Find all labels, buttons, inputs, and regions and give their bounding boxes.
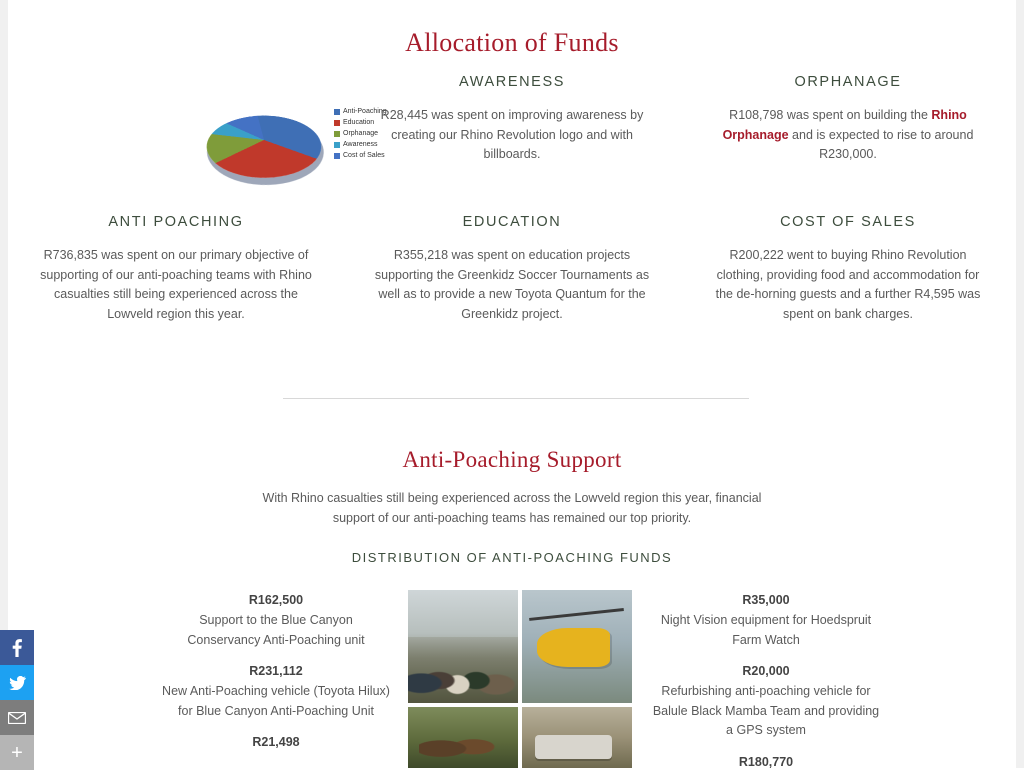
page-gutter-right	[1016, 0, 1024, 768]
distribution-desc: New Anti-Poaching vehicle (Toyota Hilux) for Blue Canyon Anti-Poaching Unit	[162, 684, 390, 718]
card-body: R200,222 went to buying Rhino Revolution clothing, providing food and accommodation for the de-horning guests and a further R4,595 was spent on bank charges.	[715, 248, 981, 321]
card-title: COST OF SALES	[780, 214, 916, 230]
share-facebook-button[interactable]	[0, 630, 34, 665]
anti-poaching-support-title: Anti-Poaching Support	[402, 447, 622, 472]
card-title: AWARENESS	[459, 74, 565, 90]
card-body-text: R108,798 was spent on building the	[729, 108, 932, 122]
legend-label: Education	[343, 119, 375, 126]
social-share-rail	[0, 630, 34, 770]
card-body	[374, 106, 650, 165]
card-body	[710, 106, 986, 165]
photo-helicopter	[522, 590, 632, 703]
distribution-desc: Refurbishing anti-poaching vehicle for Balule Black Mamba Team and providing a GPS system	[652, 684, 880, 737]
distribution-desc: Support to the Blue Canyon Conservancy Anti-Poaching unit	[187, 613, 365, 647]
distribution-heading: DISTRIBUTION OF ANTI-POACHING FUNDS	[351, 550, 673, 565]
card-body: R355,218 was spent on education projects supporting the Greenkidz Soccer Tournaments as well as to provide a new Toyota Quantum for the Greenkidz project.	[374, 248, 650, 321]
distribution-desc: Night Vision equipment for Hoedspruit Farm Watch	[660, 613, 872, 647]
distribution-amount: R231,112	[249, 664, 303, 678]
legend-label: Anti-Poaching	[343, 108, 387, 115]
twitter-icon	[9, 676, 26, 690]
rhino-orphanage-link[interactable]: Rhino Orphanage	[722, 108, 967, 142]
photo-horseback-patrol	[408, 707, 518, 768]
distribution-amount: R35,000	[742, 593, 790, 607]
plus-icon: +	[11, 741, 23, 764]
funds-cards-row-top	[8, 74, 1016, 165]
anti-poaching-photo-grid	[408, 590, 632, 768]
card-body-text-after: and is expected to rise to around R230,000.	[788, 127, 974, 161]
email-icon	[8, 712, 26, 724]
facebook-icon	[12, 639, 22, 657]
share-more-button[interactable]	[0, 735, 34, 770]
distribution-amount: R180,770	[738, 754, 794, 769]
distribution-amount: R21,498	[252, 735, 300, 749]
funds-card-orphanage	[680, 74, 1016, 165]
card-body: R736,835 was spent on our primary objective of supporting of our anti-poaching teams with Rhino casualties still being experienced across the Lowveld region this year.	[40, 248, 312, 321]
anti-poaching-support-intro: With Rhino casualties still being experienced across the Lowveld region this year, financial support of our anti-poaching teams has remained our top priority.	[262, 491, 762, 525]
card-title: EDUCATION	[462, 214, 562, 230]
funds-card-education	[344, 214, 680, 324]
legend-label: Cost of Sales	[343, 152, 385, 159]
card-title: ANTI POACHING	[108, 214, 244, 230]
distribution-amount: R162,500	[248, 593, 304, 607]
funds-cards-row-bottom	[8, 214, 1016, 324]
card-body-text: R28,445 was spent on improving awareness by creating our Rhino Revolution logo and with billboards.	[380, 108, 644, 161]
share-twitter-button[interactable]	[0, 665, 34, 700]
share-email-button[interactable]	[0, 700, 34, 735]
distribution-column-right	[652, 593, 880, 773]
funds-card-cost-of-sales	[680, 214, 1016, 324]
funds-card-anti-poaching	[8, 214, 344, 324]
distribution-column-left	[162, 593, 390, 753]
section-divider	[283, 398, 749, 399]
legend-label: Awareness	[343, 141, 378, 148]
photo-people-briefing	[408, 590, 518, 703]
funds-card-awareness	[344, 74, 680, 165]
allocation-of-funds-title: Allocation of Funds	[405, 28, 619, 57]
legend-label: Orphanage	[343, 130, 379, 137]
card-title: ORPHANAGE	[794, 74, 902, 90]
page-content	[8, 0, 1016, 768]
photo-vehicle	[522, 707, 632, 768]
distribution-amount: R20,000	[742, 664, 790, 678]
